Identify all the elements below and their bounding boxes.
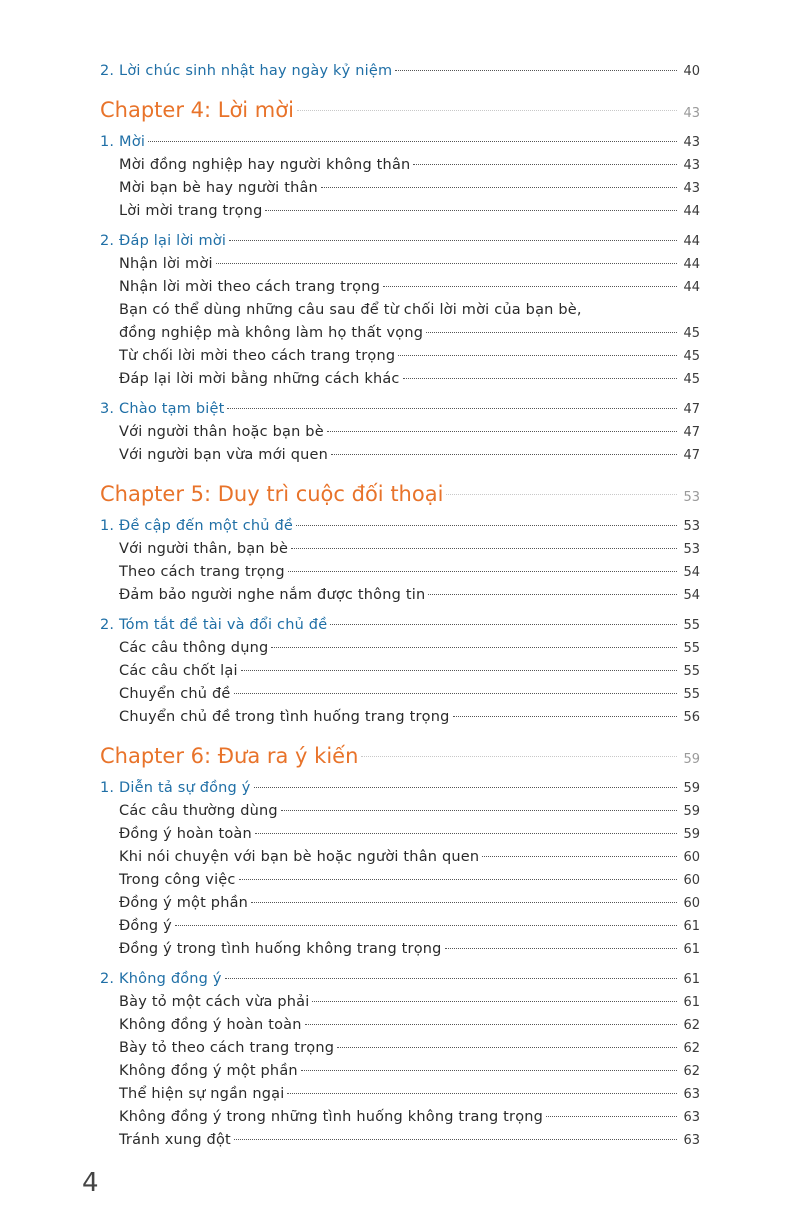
- toc-page-number: 53: [683, 542, 700, 557]
- dot-leader: [239, 878, 677, 880]
- dot-leader: [305, 1023, 677, 1025]
- toc-entry: [100, 368, 700, 391]
- toc-title: Chapter 5: Duy trì cuộc đối thoại: [100, 482, 444, 506]
- dot-leader: [291, 547, 677, 549]
- toc-page-number: 62: [683, 1018, 700, 1033]
- toc-title: Không đồng ý hoàn toàn: [119, 1017, 302, 1033]
- toc-entry: [100, 683, 700, 706]
- toc-entry: [100, 200, 700, 223]
- dot-leader: [301, 1069, 677, 1071]
- toc-page-number: 61: [683, 995, 700, 1010]
- toc-title: Từ chối lời mời theo cách trang trọng: [119, 348, 396, 364]
- dot-leader: [383, 285, 677, 287]
- toc-entry: [100, 1037, 700, 1060]
- page-number: 4: [82, 1168, 99, 1198]
- toc-page-number: 53: [683, 519, 700, 534]
- toc-title: Bạn có thể dùng những câu sau để từ chối lời mời của bạn bè,: [119, 302, 582, 318]
- toc-page-number: 45: [683, 349, 700, 364]
- toc-entry: [100, 1106, 700, 1129]
- dot-leader: [254, 786, 677, 788]
- toc-title: Mời bạn bè hay người thân: [119, 180, 318, 196]
- toc-entry: [100, 1060, 700, 1083]
- toc-section: [100, 131, 700, 154]
- dot-leader: [281, 809, 677, 811]
- toc-page-number: 59: [683, 752, 700, 767]
- toc-title: 2. Không đồng ý: [100, 971, 222, 987]
- toc-title: Chapter 4: Lời mời: [100, 98, 294, 122]
- toc-section: [100, 398, 700, 421]
- dot-leader: [331, 453, 677, 455]
- toc-page-number: 63: [683, 1087, 700, 1102]
- toc-page-number: 55: [683, 664, 700, 679]
- toc-title: Lời mời trang trọng: [119, 203, 263, 219]
- toc-title: Đồng ý một phần: [119, 895, 249, 911]
- toc-title: Các câu thường dùng: [119, 803, 278, 819]
- dot-leader: [288, 570, 677, 572]
- dot-leader: [337, 1046, 677, 1048]
- toc-title: Nhận lời mời theo cách trang trọng: [119, 279, 381, 295]
- toc-title: Đảm bảo người nghe nắm được thông tin: [119, 587, 426, 603]
- toc-page-number: 60: [683, 896, 700, 911]
- toc-entry: [100, 846, 700, 869]
- toc-entry: [100, 1083, 700, 1106]
- dot-leader: [482, 855, 677, 857]
- dot-leader: [225, 977, 677, 979]
- table-of-contents: [100, 60, 700, 1152]
- dot-leader: [445, 947, 677, 949]
- toc-title: Tránh xung đột: [119, 1132, 231, 1148]
- toc-entry: [100, 538, 700, 561]
- toc-page-number: 47: [683, 402, 700, 417]
- toc-entry: [100, 938, 700, 961]
- toc-entry: [100, 1014, 700, 1037]
- toc-entry: [100, 345, 700, 368]
- toc-title: Với người thân hoặc bạn bè: [119, 424, 324, 440]
- dot-leader: [321, 186, 677, 188]
- toc-page-number: 62: [683, 1041, 700, 1056]
- toc-entry: [100, 800, 700, 823]
- toc-title: 2. Tóm tắt đề tài và đổi chủ đề: [100, 617, 328, 633]
- dot-leader: [227, 407, 677, 409]
- toc-page-number: 44: [683, 257, 700, 272]
- toc-page-number: 40: [683, 64, 700, 79]
- toc-title: 1. Diễn tả sự đồng ý: [100, 780, 251, 796]
- toc-page-number: 44: [683, 280, 700, 295]
- dot-leader: [426, 331, 677, 333]
- dot-leader: [361, 755, 677, 757]
- toc-page-number: 59: [683, 804, 700, 819]
- toc-title: Đồng ý: [119, 918, 172, 934]
- dot-leader: [271, 646, 677, 648]
- toc-chapter: [100, 739, 700, 773]
- toc-title: 1. Mời: [100, 134, 146, 150]
- toc-page-number: 59: [683, 781, 700, 796]
- dot-leader: [229, 239, 677, 241]
- toc-entry: [100, 299, 700, 322]
- dot-leader: [241, 669, 677, 671]
- dot-leader: [216, 262, 677, 264]
- toc-entry: [100, 823, 700, 846]
- toc-title: Theo cách trang trọng: [119, 564, 285, 580]
- dot-leader: [395, 69, 677, 71]
- dot-leader: [413, 163, 677, 165]
- toc-page-number: 63: [683, 1110, 700, 1125]
- toc-title: Chuyển chủ đề trong tình huống trang trọng: [119, 709, 450, 725]
- toc-page-number: 44: [683, 234, 700, 249]
- toc-chapter: [100, 477, 700, 511]
- dot-leader: [287, 1092, 677, 1094]
- toc-page-number: 61: [683, 919, 700, 934]
- toc-entry: [100, 892, 700, 915]
- toc-title: 1. Đề cập đến một chủ đề: [100, 518, 293, 534]
- toc-entry: [100, 637, 700, 660]
- toc-page-number: 43: [683, 135, 700, 150]
- toc-title: Đồng ý hoàn toàn: [119, 826, 252, 842]
- toc-title: Chuyển chủ đề: [119, 686, 231, 702]
- dot-leader: [234, 1138, 677, 1140]
- dot-leader: [297, 109, 677, 111]
- dot-leader: [453, 715, 677, 717]
- toc-page-number: 43: [683, 181, 700, 196]
- toc-entry: [100, 869, 700, 892]
- toc-entry: [100, 991, 700, 1014]
- toc-section: [100, 230, 700, 253]
- dot-leader: [428, 593, 677, 595]
- toc-page-number: 55: [683, 687, 700, 702]
- toc-page-number: 47: [683, 425, 700, 440]
- toc-title: Với người bạn vừa mới quen: [119, 447, 329, 463]
- toc-entry: [100, 660, 700, 683]
- toc-title: Bày tỏ theo cách trang trọng: [119, 1040, 335, 1056]
- toc-page-number: 45: [683, 326, 700, 341]
- toc-chapter: [100, 93, 700, 127]
- toc-section: [100, 515, 700, 538]
- dot-leader: [403, 377, 677, 379]
- toc-title: Chapter 6: Đưa ra ý kiến: [100, 744, 359, 768]
- toc-section: [100, 614, 700, 637]
- toc-page-number: 54: [683, 588, 700, 603]
- toc-title: Không đồng ý trong những tình huống không trang trọng: [119, 1109, 544, 1125]
- dot-leader: [148, 140, 677, 142]
- toc-entry: [100, 154, 700, 177]
- toc-entry: [100, 1129, 700, 1152]
- dot-leader: [312, 1000, 677, 1002]
- toc-title: Trong công việc: [119, 872, 236, 888]
- toc-page-number: 45: [683, 372, 700, 387]
- toc-title: Khi nói chuyện với bạn bè hoặc người thân quen: [119, 849, 480, 865]
- toc-page-number: 55: [683, 618, 700, 633]
- toc-title: Bày tỏ một cách vừa phải: [119, 994, 310, 1010]
- dot-leader: [398, 354, 677, 356]
- toc-page-number: 43: [683, 106, 700, 121]
- toc-section: [100, 60, 700, 83]
- toc-title: 2. Đáp lại lời mời: [100, 233, 227, 249]
- toc-page-number: 62: [683, 1064, 700, 1079]
- toc-entry: [100, 915, 700, 938]
- toc-title: Với người thân, bạn bè: [119, 541, 289, 557]
- toc-entry: [100, 561, 700, 584]
- toc-title: Mời đồng nghiệp hay người không thân: [119, 157, 411, 173]
- dot-leader: [330, 623, 677, 625]
- dot-leader: [175, 924, 677, 926]
- dot-leader: [296, 524, 677, 526]
- toc-section: [100, 777, 700, 800]
- toc-entry: [100, 584, 700, 607]
- toc-title: Không đồng ý một phần: [119, 1063, 298, 1079]
- toc-page-number: 44: [683, 204, 700, 219]
- toc-title: Nhận lời mời: [119, 256, 213, 272]
- dot-leader: [265, 209, 677, 211]
- dot-leader: [446, 493, 677, 495]
- toc-entry: [100, 177, 700, 200]
- toc-title: Các câu thông dụng: [119, 640, 269, 656]
- toc-title: 2. Lời chúc sinh nhật hay ngày kỷ niệm: [100, 63, 393, 79]
- dot-leader: [327, 430, 677, 432]
- toc-page-number: 54: [683, 565, 700, 580]
- toc-title: Thể hiện sự ngần ngại: [119, 1086, 285, 1102]
- dot-leader: [546, 1115, 677, 1117]
- toc-page-number: 56: [683, 710, 700, 725]
- toc-page-number: 60: [683, 873, 700, 888]
- toc-entry: [100, 322, 700, 345]
- toc-title: Đồng ý trong tình huống không trang trọng: [119, 941, 442, 957]
- dot-leader: [255, 832, 677, 834]
- toc-section: [100, 968, 700, 991]
- toc-page-number: 60: [683, 850, 700, 865]
- toc-page-number: 55: [683, 641, 700, 656]
- toc-entry: [100, 253, 700, 276]
- toc-title: 3. Chào tạm biệt: [100, 401, 225, 417]
- toc-page-number: 47: [683, 448, 700, 463]
- toc-page-number: 61: [683, 972, 700, 987]
- toc-title: đồng nghiệp mà không làm họ thất vọng: [119, 325, 424, 341]
- toc-entry: [100, 421, 700, 444]
- toc-entry: [100, 276, 700, 299]
- toc-page-number: 43: [683, 158, 700, 173]
- toc-page-number: 63: [683, 1133, 700, 1148]
- toc-page-number: 53: [683, 490, 700, 505]
- toc-page-number: 59: [683, 827, 700, 842]
- toc-entry: [100, 706, 700, 729]
- toc-title: Đáp lại lời mời bằng những cách khác: [119, 371, 400, 387]
- toc-page-number: 61: [683, 942, 700, 957]
- dot-leader: [251, 901, 677, 903]
- toc-entry: [100, 444, 700, 467]
- toc-title: Các câu chốt lại: [119, 663, 238, 679]
- dot-leader: [234, 692, 678, 694]
